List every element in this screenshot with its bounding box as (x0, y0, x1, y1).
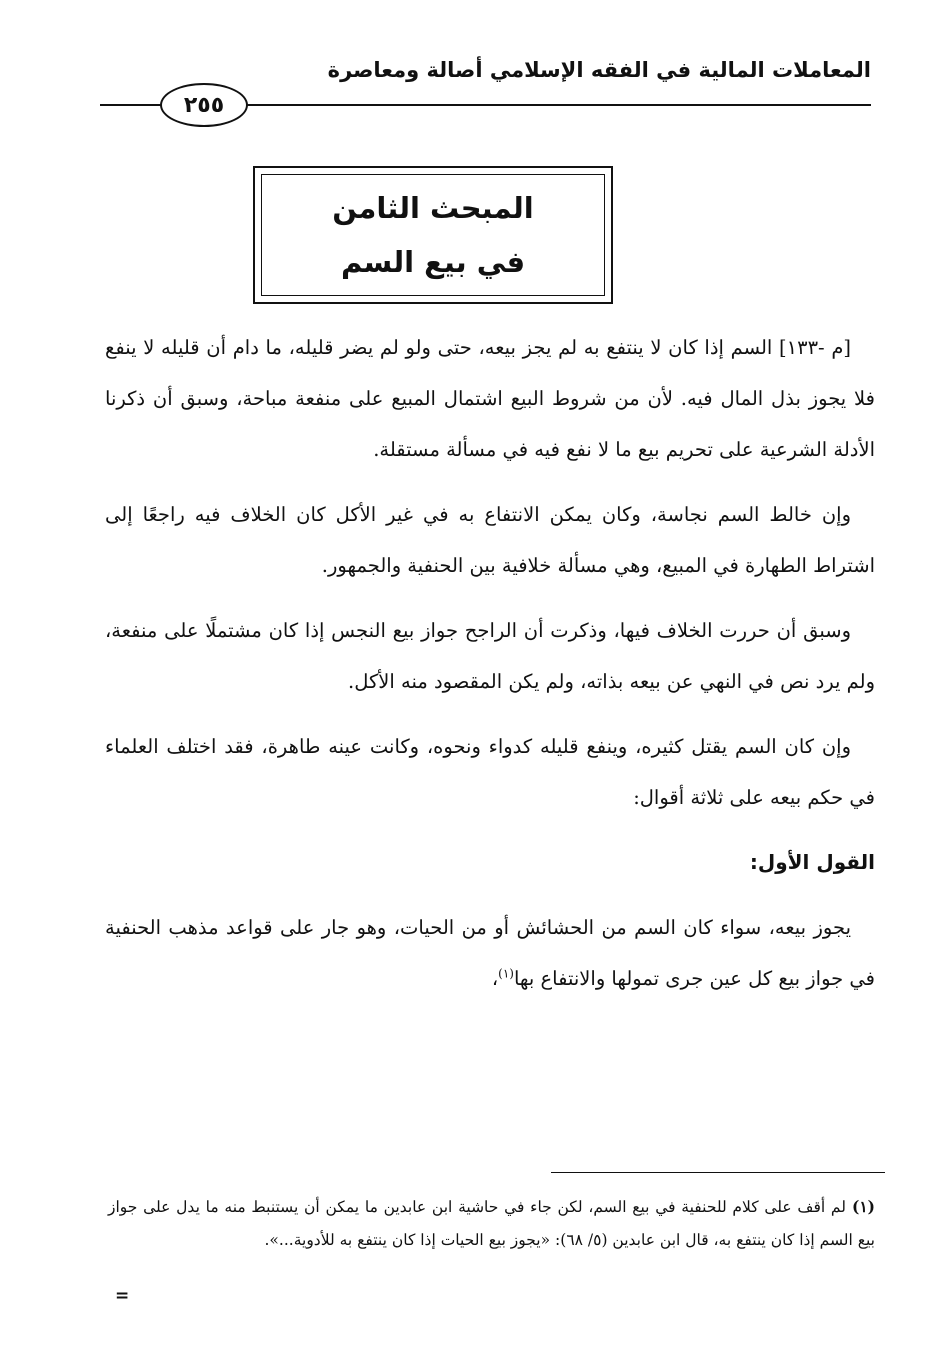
footnote-continuation-mark: = (115, 1286, 130, 1306)
paragraph-1: [م -١٣٣] السم إذا كان لا ينتفع به لم يجز بيعه، حتى ولو لم يضر قليله، ما دام أن قليله لا ينفع فلا يجوز بذل المال فيه. لأن من شروط البيع اشتمال المبيع على منفعة مباحة، وسبق أن ذكرنا الأدلة الشرعية على تحريم بيع ما لا نفع فيه في مسألة مستقلة. (105, 336, 875, 461)
first-opinion-heading: القول الأول: (749, 850, 875, 874)
footnote-1-mark: (١) (851, 1197, 875, 1216)
footnote-reference-1: (١) (498, 966, 514, 981)
footnote-1-text: لم أقف على كلام للحنفية في بيع السم، لكن جاء في حاشية ابن عابدين ما يمكن أن يستنبط منه ما يدل على جواز بيع السم إذا كان ينتفع به، قال ابن عابدين (٥/ ٦٨): «يجوز بيع الحيات إذا كان ينتفع به للأدوية...». (108, 1198, 875, 1249)
main-text (105, 322, 875, 1018)
paragraph-2: وإن خالط السم نجاسة، وكان يمكن الانتفاع به في غير الأكل كان الخلاف فيه راجعًا إلى اشتراط الطهارة في المبيع، وهي مسألة خلافية بين الحنفية والجمهور. (105, 503, 875, 577)
section-title-frame (253, 166, 613, 304)
paragraph-4: وإن كان السم يقتل كثيره، وينفع قليله كدواء ونحوه، وكانت عينه طاهرة، فقد اختلف العلماء في حكم بيعه على ثلاثة أقوال: (105, 735, 875, 809)
paragraph-5 (105, 902, 875, 1004)
section-title-line1: المبحث الثامن (332, 191, 534, 225)
footnote-separator (551, 1172, 885, 1173)
section-title-line2: في بيع السم (340, 245, 526, 279)
page-number: ٢٥٥ (160, 83, 248, 127)
paragraph-3: وسبق أن حررت الخلاف فيها، وذكرت أن الراجح جواز بيع النجس إذا كان مشتملًا على منفعة، ولم يرد نص في النهي عن بيعه بذاته، ولم يكن المقصود منه الأكل. (105, 619, 875, 693)
running-header-title: المعاملات المالية في الفقه الإسلامي أصالة ومعاصرة (327, 58, 871, 82)
footnote-1 (108, 1190, 875, 1257)
paragraph-5-end: ، (491, 967, 499, 990)
footnotes (108, 1190, 875, 1257)
section-title-inner-frame (261, 174, 605, 296)
paragraph-5-text: يجوز بيعه، سواء كان السم من الحشائش أو من الحيات، وهو جار على قواعد مذهب الحنفية في جواز بيع كل عين جرى تمولها والانتفاع بها (105, 916, 875, 990)
